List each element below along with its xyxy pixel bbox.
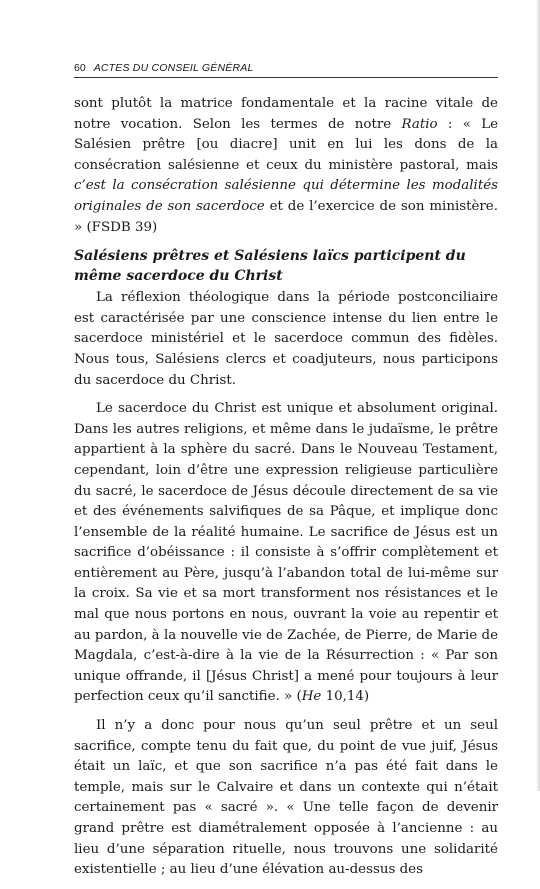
- text-run-italic: Ratio: [401, 116, 438, 132]
- page-edge-shadow: [536, 0, 540, 791]
- section-heading: Salésiens prêtres et Salésiens laïcs participent du même sacerdoce du Christ: [74, 248, 466, 285]
- text-run: 10,14): [321, 689, 370, 705]
- running-title: ACTES DU CONSEIL GÉNÉRAL: [93, 62, 254, 74]
- text-run: sont plutôt la matrice fondamentale et la racine vitale de notre vocation. Selon les termes de notre: [74, 96, 498, 132]
- text-run: et de l’exercice de son ministère. » (FSDB 39): [74, 198, 498, 235]
- paragraph-continuation: [74, 94, 498, 238]
- running-header: [74, 62, 494, 74]
- text-run: : « Le Salésien prêtre [ou diacre] unit en lui les dons de la consécration salésienne et ceux du ministère pastoral, mais: [74, 116, 499, 173]
- main-text: [74, 94, 498, 889]
- header-rule: [74, 77, 498, 78]
- page-number: 60: [74, 62, 86, 74]
- text-run: Le sacerdoce du Christ est unique et absolument original. Dans les autres religions, et même dans le judaïsme, le prêtre appartient à la sphère du sacré. Dans le Nouveau Testament, cependant, loin d’être une expression religieuse particulière du sacré, le sacerdoce de Jésus découle directement de sa vie et des événements salvifiques de sa Pâque, et implique donc l’ensemble de la réalité humaine. Le sacrifice de Jésus est un sacrifice d’obéissance : il consiste à s’offrir complètement et entièrement au Père, jusqu’à l’abandon total de lui-même sur la croix. Sa vie et sa mort transforment nos résistances et le mal que nous portons en nous, ouvrant la voie au repentir et au pardon, à la nouvelle vie de Zachée, de Pierre, de Marie de Magdala, c’est-à-dire à la vie de la Résurrection : « Par son unique offrande, il [Jésus Christ] a mené pour toujours à leur perfection ceux qu’il sanctifie. » (: [74, 401, 498, 705]
- paragraph: Il n’y a donc pour nous qu’un seul prêtre et un seul sacrifice, compte tenu du fait que, du point de vue juif, Jésus était un laïc, et que son sacrifice n’a pas été fait dans le temple, mais sur le Calvaire et dans un contexte qui n’était certainement pas « sacré ». « Une telle façon de devenir grand prêtre est diamétralement opposée à l’ancienne : au lieu d’une séparation rituelle, nous trouvons une solidarité existentielle ; au lieu d’une élévation au-dessus des: [74, 718, 498, 878]
- paragraph: [74, 399, 498, 708]
- text-run-italic: c’est la consécration salésienne qui détermine les modalités originales de son sacerdoce: [74, 178, 498, 214]
- text-run-italic: He: [301, 689, 322, 705]
- paragraph: La réflexion théologique dans la période postconciliaire est caractérisée par une conscience intense du lien entre le sacerdoce ministériel et le sacerdoce commun des fidèles. Nous tous, Salésiens clercs et coadjuteurs, nous participons du sacerdoce du Christ.: [74, 290, 498, 388]
